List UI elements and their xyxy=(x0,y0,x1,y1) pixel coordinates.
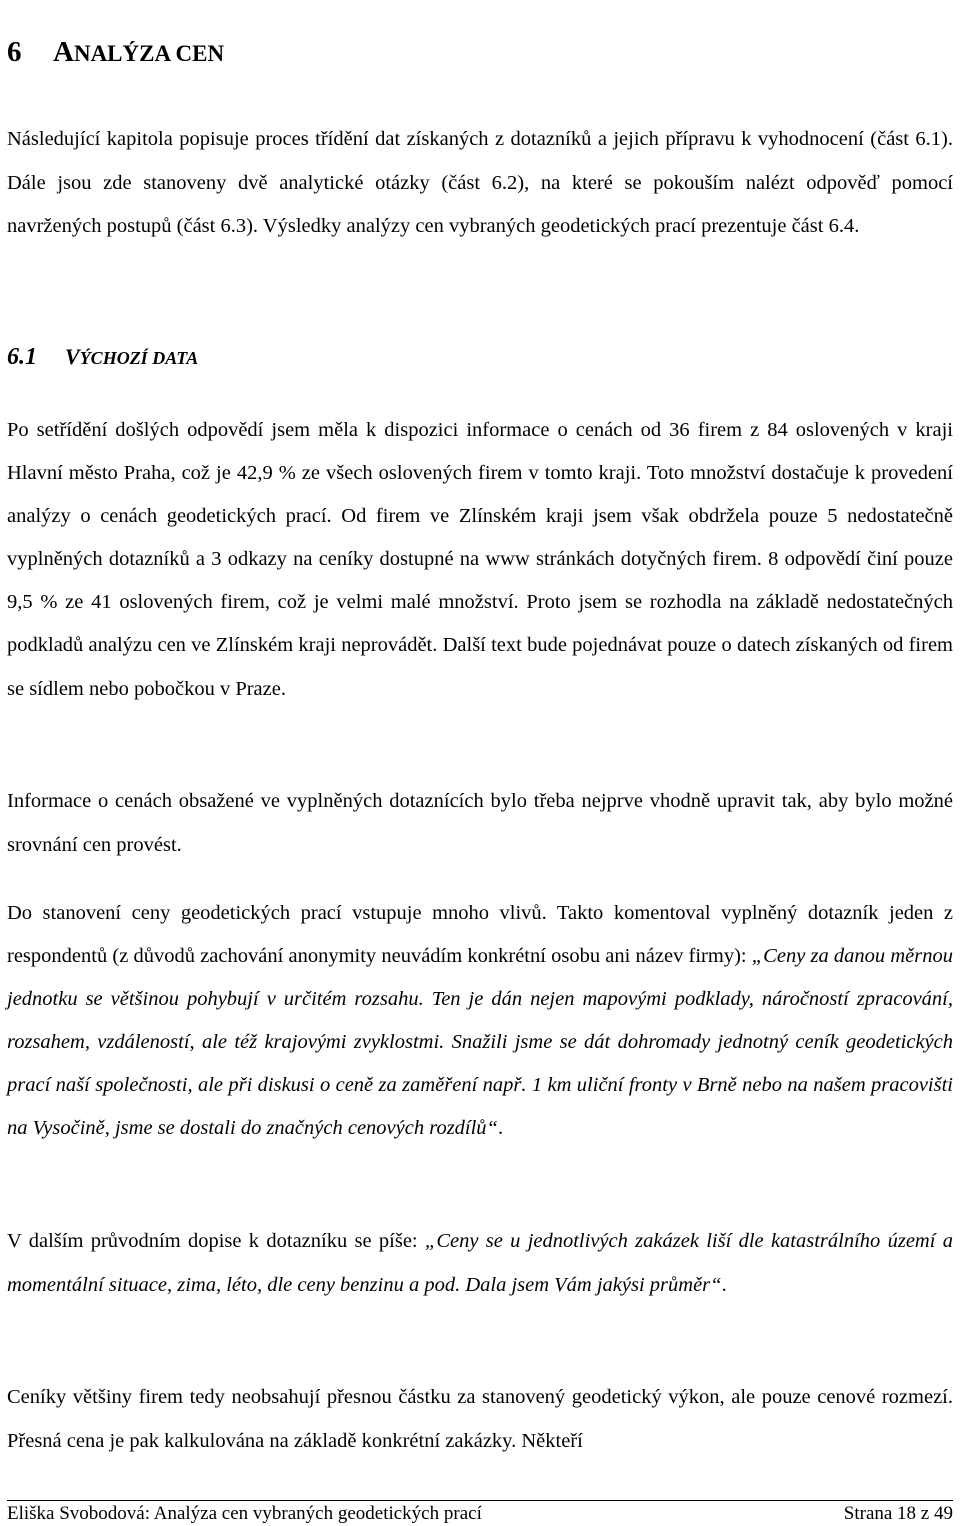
paragraph-price-adjustment: Informace o cenách obsažené ve vyplněných dotaznících bylo třeba nejprve vhodně upravit tak, aby bylo možné srovnání cen provést. xyxy=(7,790,953,856)
footer-author-title: Eliška Svobodová: Analýza cen vybraných geodetických prací xyxy=(7,1503,482,1524)
section-heading xyxy=(7,343,198,372)
section-title-rest: ÝCHOZÍ DATA xyxy=(79,348,199,368)
chapter-number: 6 xyxy=(7,36,22,68)
intro-paragraph: Následující kapitola popisuje proces třídění dat získaných z dotazníků a jejich přípravu k vyhodnocení (část 6.1). Dále jsou zde stanoveny dvě analytické otázky (část 6.2), na které se pokouším nalézt odpověď pomocí navržených postupů (část 6.3). Výsledky analýzy cen vybraných geodetických prací prezentuje část 6.4. xyxy=(7,128,953,238)
chapter-heading xyxy=(7,36,224,70)
section-title-initial: V xyxy=(65,344,80,369)
chapter-title-rest: NALÝZA CEN xyxy=(73,41,225,66)
cover-letter-intro: V dalším průvodním dopise k dotazníku se píše: xyxy=(7,1230,425,1252)
paragraph-price-ranges: Ceníky většiny firem tedy neobsahují přesnou částku za stanovený geodetický výkon, ale pouze cenové rozmezí. Přesná cena je pak kalkulována na základě konkrétní zakázky. Někteří xyxy=(7,1386,953,1452)
section-number: 6.1 xyxy=(7,344,37,370)
paragraph-cover-letter xyxy=(7,1220,953,1307)
footer-divider xyxy=(7,1500,953,1501)
cover-letter-quote: „Ceny se u jednotlivých zakázek liší dle katastrálního území a momentální situace, zima, léto, dle ceny benzinu a pod. Dala jsem Vám jakýsi průměr“ xyxy=(7,1230,953,1296)
paragraph-respondent-comment xyxy=(7,892,953,1151)
respondent-comment-intro: Do stanovení ceny geodetických prací vstupuje mnoho vlivů. Takto komentoval vyplněný dotazník jeden z respondentů (z důvodů zachování anonymity neuvádím konkrétní osobu ani název firmy): xyxy=(7,902,953,968)
respondent-quote-end: . xyxy=(497,1117,504,1140)
cover-letter-quote-end: . xyxy=(721,1273,727,1296)
document-page xyxy=(7,0,953,1526)
chapter-title-initial: A xyxy=(53,36,74,68)
footer-page-number: Strana 18 z 49 xyxy=(843,1503,953,1524)
paragraph-source-data: Po setřídění došlých odpovědí jsem měla k dispozici informace o cenách od 36 firem z 84 oslovených v kraji Hlavní město Praha, což je 42,9 % ze všech oslovených firem v tomto kraji. Toto množství dostačuje k provedení analýzy o cenách geodetických prací. Od firem ve Zlínském kraji jsem však obdržela pouze 5 nedostatečně vyplněných dotazníků a 3 odkazy na ceníky dostupné na www stránkách dotyčných firem. 8 odpovědí činí pouze 9,5 % ze 41 oslovených firem, což je velmi malé množství. Proto jsem se rozhodla na základě nedostatečných podkladů analýzu cen ve Zlínském kraji neprovádět. Další text bude pojednávat pouze o datech získaných od firem se sídlem nebo pobočkou v Praze. xyxy=(7,419,953,700)
respondent-quote: „Ceny za danou měrnou jednotku se většinou pohybují v určitém rozsahu. Ten je dán nejen mapovými podklady, náročností zpracování, rozsahem, vzdáleností, ale též krajovými zvyklostmi. Snažili jsme se dát dohromady jednotný ceník geodetických prací naší společnosti, ale při diskusi o ceně za zaměření např. 1 km uliční fronty v Brně nebo na našem pracovišti na Vysočině, jsme se dostali do značných cenových rozdílů“ xyxy=(7,945,953,1140)
